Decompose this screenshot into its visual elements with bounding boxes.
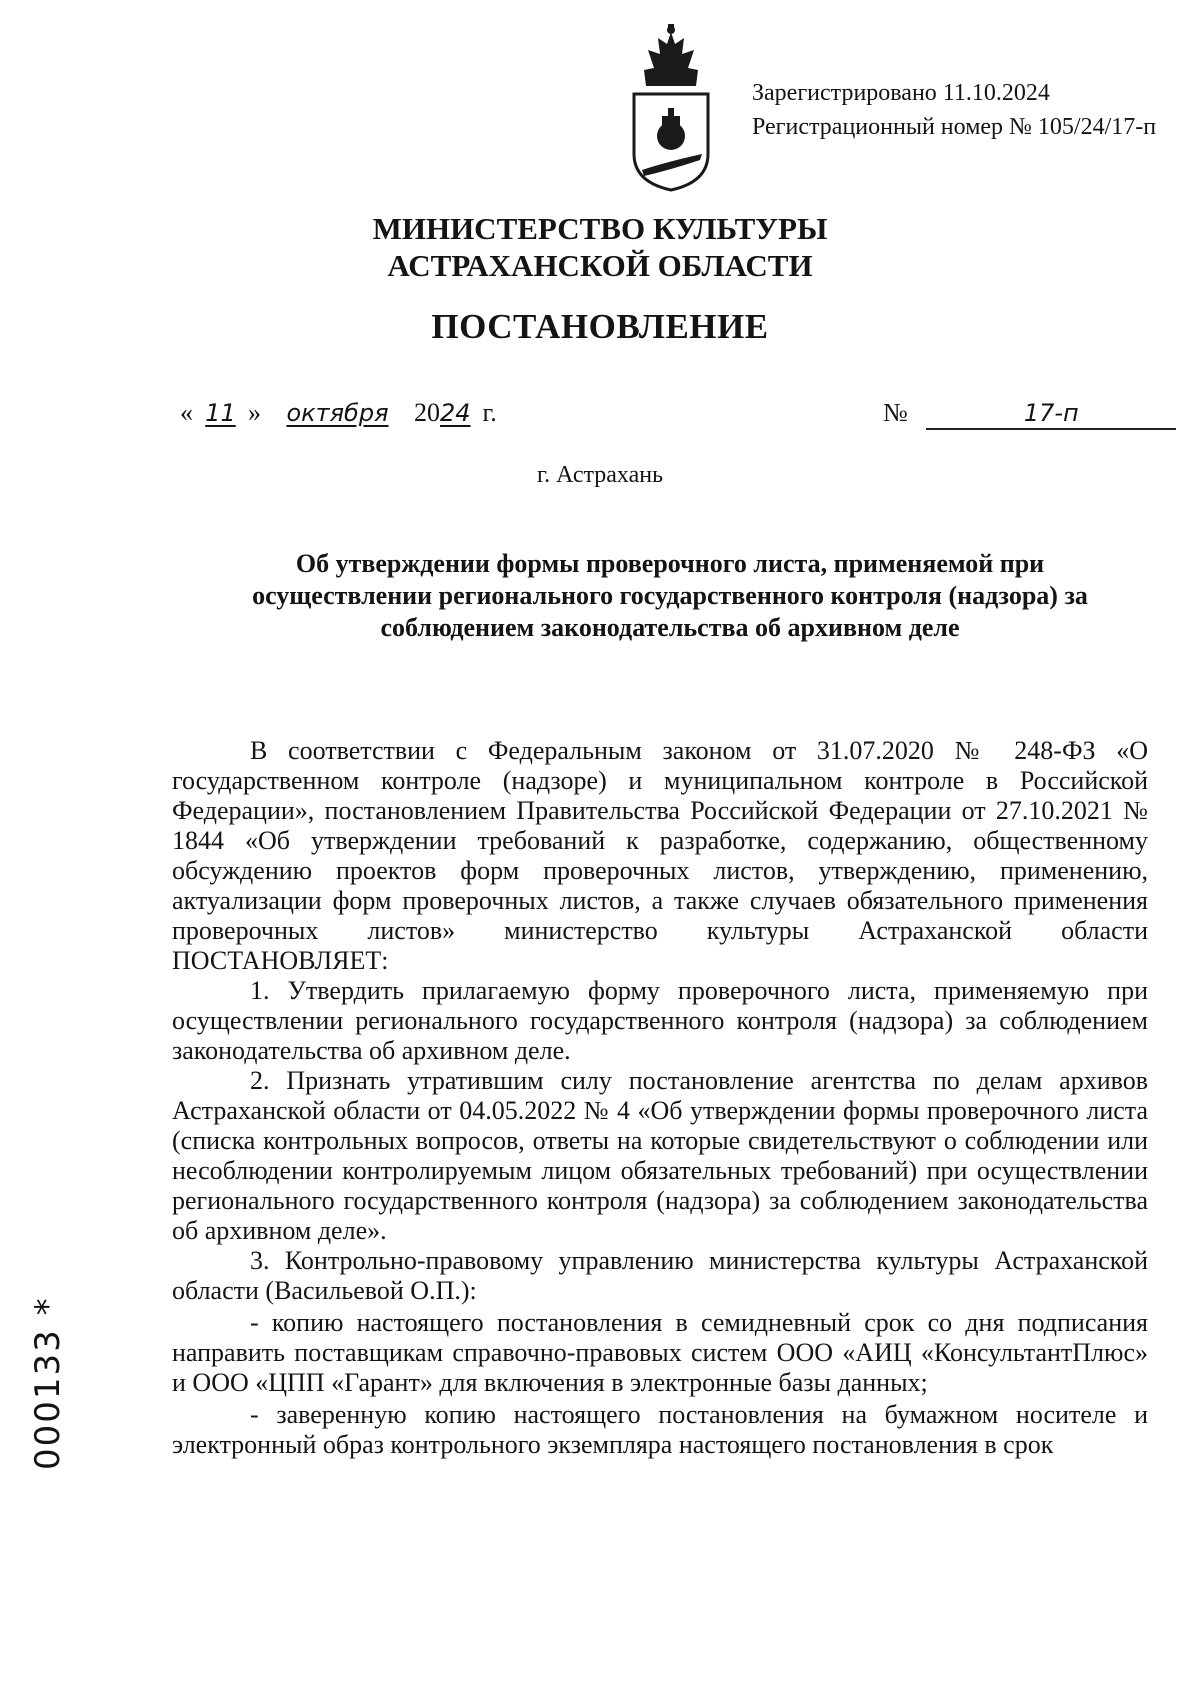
document-date bbox=[180, 398, 497, 428]
title-line-3: соблюдением законодательства об архивном деле bbox=[380, 613, 960, 642]
date-day-handwritten: 11 bbox=[205, 399, 236, 427]
body-preamble: В соответствии с Федеральным законом от 31.07.2020 № 248-ФЗ «О государственном контроле (надзоре) и муниципальном контроле в Российской Федерации», постановлением Правительства Российской Федерации от 27.10.2021 № 1844 «Об утверждении требований к разработке, содержанию, общественному обсуждению проектов форм проверочных листов, утверждению, применению, актуализации форм проверочных листов, а также случаев обязательного применения проверочных листов» министерство культуры Астраханской области ПОСТАНОВЛЯЕТ: bbox=[172, 736, 1148, 975]
registration-date: Зарегистрировано 11.10.2024 bbox=[752, 80, 1050, 106]
registration-number: Регистрационный номер № 105/24/17-п bbox=[752, 114, 1157, 140]
registration-stamp bbox=[752, 76, 1156, 144]
body-dash-item-1: - копию настоящего постановления в семидневный срок со дня подписания направить поставщикам справочно-правовых систем ООО «АИЦ «КонсультантПлюс» и ООО «ЦПП «Гарант» для включения в электронные базы данных; bbox=[172, 1308, 1148, 1397]
date-month-handwritten: октября bbox=[286, 399, 389, 427]
body-item-1: 1. Утвердить прилагаемую форму проверочного листа, применяемую при осуществлении регионального государственного контроля (надзора) за соблюдением законодательства об архивном деле. bbox=[172, 976, 1148, 1065]
margin-stamp-number: 000133 * bbox=[28, 1296, 68, 1470]
title-line-1: Об утверждении формы проверочного листа, применяемой при bbox=[295, 549, 1045, 578]
coat-of-arms-emblem bbox=[626, 24, 716, 192]
date-open-quote: « bbox=[180, 398, 193, 427]
title-line-2: осуществлении регионального государственного контроля (надзора) за bbox=[252, 581, 1088, 610]
ministry-name bbox=[0, 210, 1200, 284]
date-year-handwritten: 24 bbox=[440, 399, 471, 427]
date-close-quote: » bbox=[248, 398, 261, 427]
document-type: ПОСТАНОВЛЕНИЕ bbox=[431, 307, 769, 346]
body-item-2: 2. Признать утратившим силу постановление агентства по делам архивов Астраханской области от 04.05.2022 № 4 «Об утверждении формы проверочного листа (списка контрольных вопросов, ответы на которые свидетельствуют о соблюдении или несоблюдении контролируемым лицом обязательных требований) при осуществлении регионального государственного контроля (надзора) за соблюдением законодательства об архивном деле». bbox=[172, 1066, 1148, 1245]
number-handwritten: 17-п bbox=[1023, 399, 1079, 427]
document-body bbox=[172, 736, 1148, 1460]
ministry-line-2: АСТРАХАНСКОЙ ОБЛАСТИ bbox=[387, 248, 813, 283]
ministry-line-1: МИНИСТЕРСТВО КУЛЬТУРЫ bbox=[372, 211, 828, 246]
date-year-unit: г. bbox=[482, 398, 497, 427]
body-dash-item-2: - заверенную копию настоящего постановления на бумажном носителе и электронный образ контрольного экземпляра настоящего постановления в срок bbox=[172, 1400, 1148, 1459]
document-title bbox=[200, 548, 1140, 644]
document-number bbox=[883, 398, 1176, 430]
number-label: № bbox=[883, 398, 908, 427]
date-year-prefix: 20 bbox=[414, 398, 440, 427]
city: г. Астрахань bbox=[536, 462, 664, 488]
body-item-3: 3. Контрольно-правовому управлению министерства культуры Астраханской области (Васильевой О.П.): bbox=[172, 1246, 1148, 1305]
number-field bbox=[926, 398, 1176, 430]
